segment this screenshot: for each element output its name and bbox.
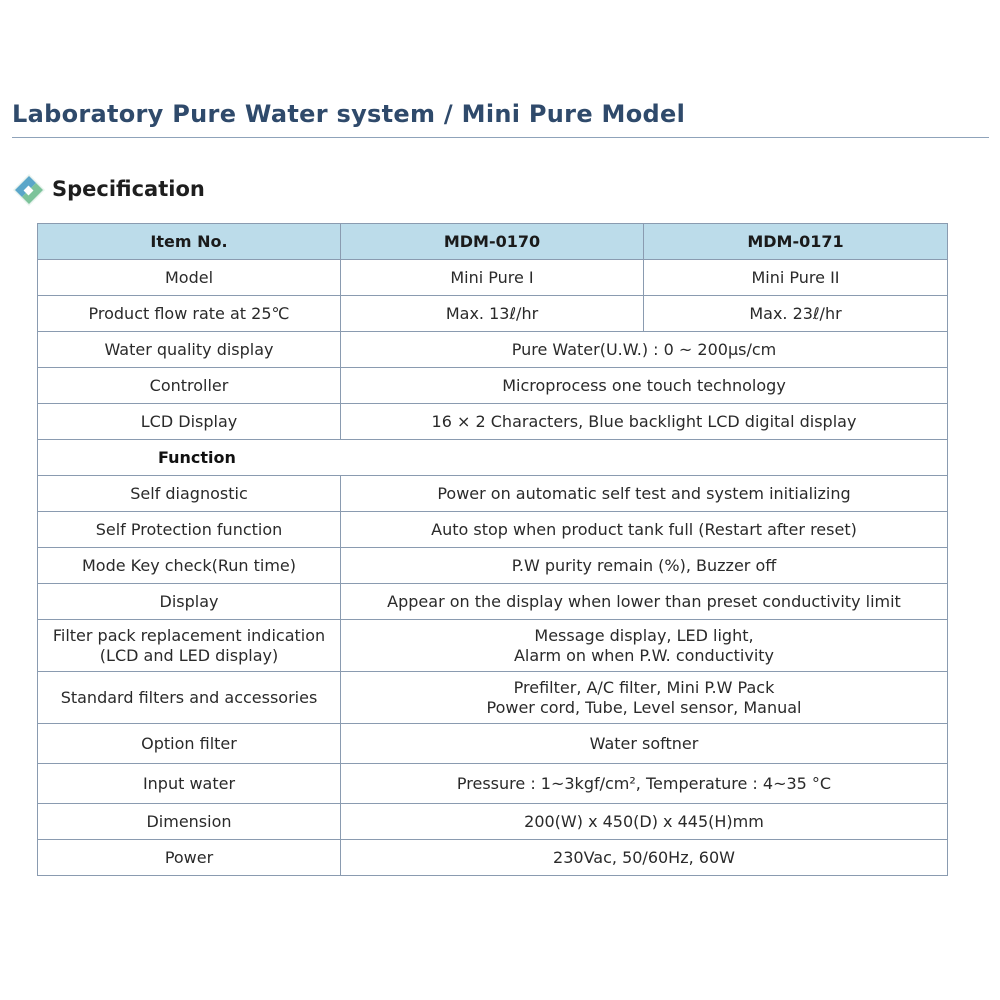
title-divider [12,137,989,138]
table-header-row [38,224,948,260]
cell-value-line: Message display, LED light, [534,625,754,645]
row-label: Input water [38,764,341,804]
table-row [38,296,948,332]
row-label: Dimension [38,804,341,840]
table-row [38,620,948,672]
cell-value: P.W purity remain (%), Buzzer off [341,548,948,584]
row-label-line: Filter pack replacement indication [52,625,326,645]
table-row [38,548,948,584]
cell-value: 16 × 2 Characters, Blue backlight LCD digital display [341,404,948,440]
cell-value: 230Vac, 50/60Hz, 60W [341,840,948,876]
cell-value-line: Prefilter, A/C filter, Mini P.W Pack [513,677,775,697]
cell-value: Mini Pure II [644,260,948,296]
header-item-no: Item No. [38,224,341,260]
row-label: Mode Key check(Run time) [38,548,341,584]
cell-value: Auto stop when product tank full (Restart after reset) [341,512,948,548]
table-row [38,584,948,620]
cell-value-line: Alarm on when P.W. conductivity [513,645,775,665]
cell-value: Power on automatic self test and system initializing [341,476,948,512]
table-row [38,804,948,840]
table-row [38,260,948,296]
cell-value: Max. 13ℓ/hr [341,296,644,332]
cell-value: Mini Pure I [341,260,644,296]
cell-value: Water softner [341,724,948,764]
row-label: Option filter [38,724,341,764]
function-heading: Function [38,440,948,476]
row-label: Display [38,584,341,620]
table-row [38,840,948,876]
cell-value: Microprocess one touch technology [341,368,948,404]
cell-value: Appear on the display when lower than preset conductivity limit [341,584,948,620]
row-label: Standard filters and accessories [38,672,341,724]
section-title: Specification [52,177,205,201]
table-row [38,404,948,440]
spec-table [37,223,948,876]
row-label-line: (LCD and LED display) [99,645,279,665]
cell-value: Pressure : 1~3kgf/cm², Temperature : 4~35 °C [341,764,948,804]
table-row [38,476,948,512]
function-section-row [38,440,948,476]
row-label: LCD Display [38,404,341,440]
cell-value: 200(W) x 450(D) x 445(H)mm [341,804,948,840]
page-title: Laboratory Pure Water system / Mini Pure Model [12,100,686,128]
cell-value [341,672,948,724]
row-label: Product flow rate at 25℃ [38,296,341,332]
row-label [38,620,341,672]
header-model-a: MDM-0170 [341,224,644,260]
cell-value [341,620,948,672]
row-label: Model [38,260,341,296]
row-label: Self Protection function [38,512,341,548]
table-row [38,672,948,724]
diamond-logo-icon [12,173,46,207]
table-row [38,368,948,404]
table-row [38,332,948,368]
table-row [38,764,948,804]
row-label: Power [38,840,341,876]
cell-value-line: Power cord, Tube, Level sensor, Manual [486,697,802,717]
header-model-b: MDM-0171 [644,224,948,260]
row-label: Controller [38,368,341,404]
table-row [38,724,948,764]
row-label: Self diagnostic [38,476,341,512]
cell-value: Pure Water(U.W.) : 0 ~ 200μs/cm [341,332,948,368]
table-row [38,512,948,548]
row-label: Water quality display [38,332,341,368]
cell-value: Max. 23ℓ/hr [644,296,948,332]
